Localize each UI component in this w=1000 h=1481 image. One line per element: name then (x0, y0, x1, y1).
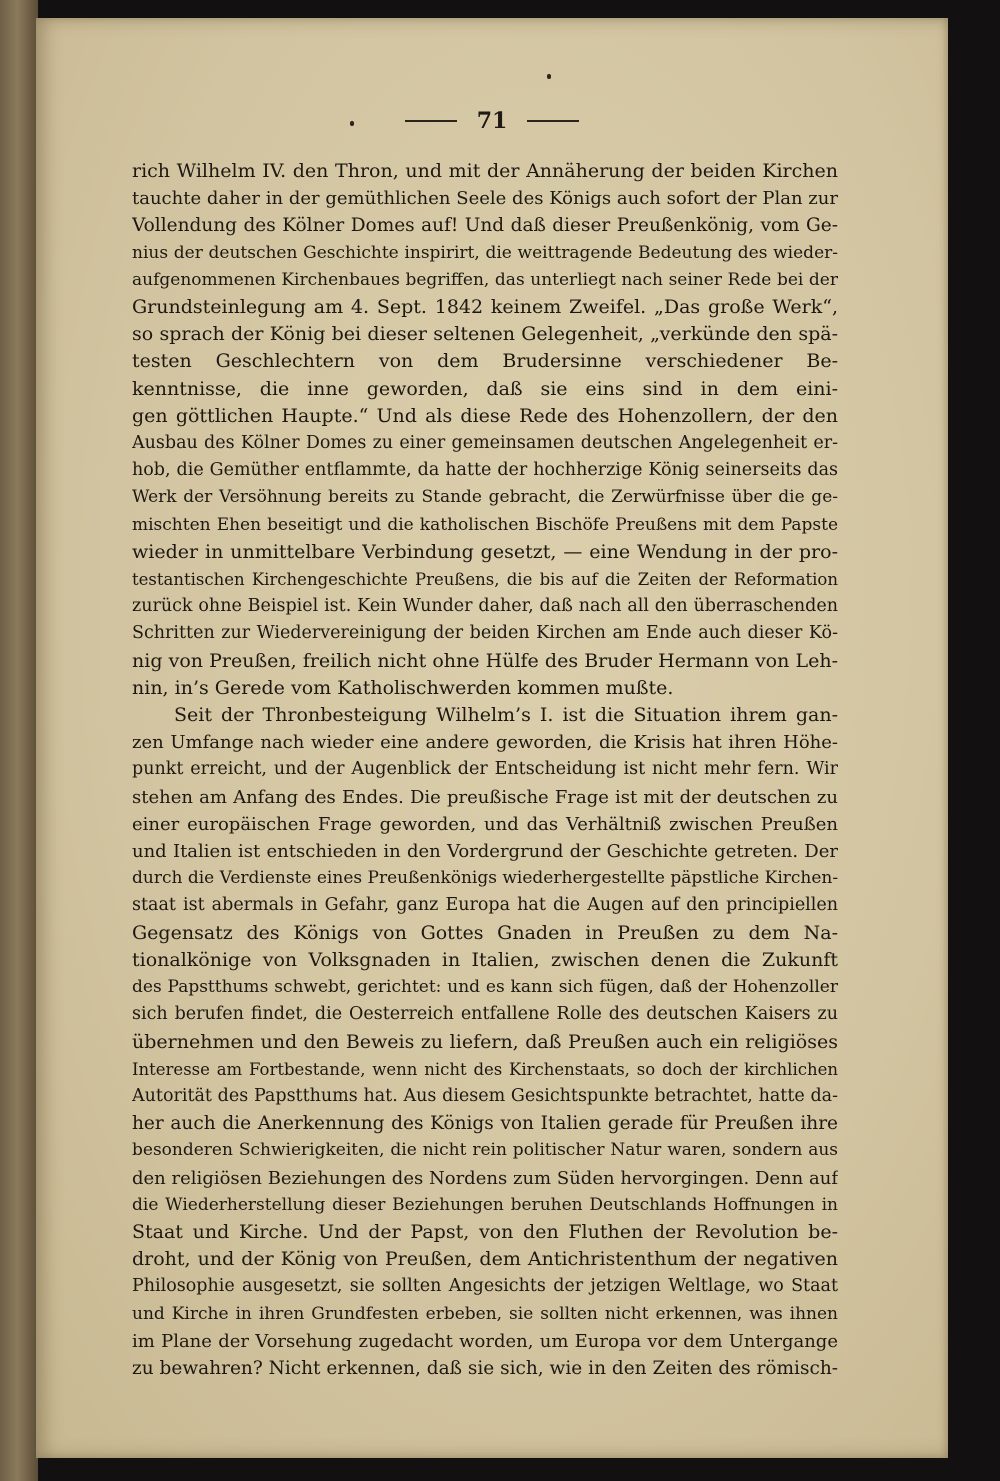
text-line: sich berufen findet, die Oesterreich entfallene Rolle des deutschen Kaisers zu (132, 1004, 838, 1025)
text-line: einer europäischen Frage geworden, und das Verhältniß zwischen Preußen (132, 813, 838, 835)
text-line: zurück ohne Beispiel ist. Kein Wunder daher, daß nach all den überraschenden (132, 596, 838, 617)
text-line: nius der deutschen Geschichte inspirirt, die weittragende Bedeutung des wieder- (132, 242, 838, 263)
text-line: und Italien ist entschieden in den Vordergrund der Geschichte getreten. Der (132, 841, 838, 863)
text-line: die Wiederherstellung dieser Beziehungen beruhen Deutschlands Hoffnungen in (132, 1194, 838, 1215)
text-line: her auch die Anerkennung des Königs von Italien gerade für Preußen ihre (132, 1113, 838, 1135)
text-line: Grundsteinlegung am 4. Sept. 1842 keinem Zweifel. „Das große Werk“, (132, 296, 838, 319)
text-line: Staat und Kirche. Und der Papst, von den Fluthen der Revolution be- (132, 1220, 838, 1243)
page-header (36, 108, 948, 134)
text-line: Ausbau des Kölner Domes zu einer gemeinsamen deutschen Angelegenheit er- (132, 433, 838, 454)
text-line: den religiösen Beziehungen des Nordens zum Süden hervorgingen. Denn auf (132, 1167, 838, 1189)
text-line: tionalkönige von Volksgnaden in Italien, zwischen denen die Zukunft (132, 948, 838, 971)
text-line: kenntnisse, die inne geworden, daß sie eins sind in dem eini- (132, 377, 838, 400)
text-line: Autorität des Papstthums hat. Aus diesem Gesichtspunkte betrachtet, hatte da- (132, 1085, 838, 1106)
text-line: im Plane der Vorsehung zugedacht worden, um Europa vor dem Untergange (132, 1330, 838, 1352)
text-line: Interesse am Fortbestande, wenn nicht des Kirchenstaats, so doch der kirchlichen (132, 1059, 838, 1079)
book-page (36, 18, 948, 1458)
text-line: Philosophie ausgesetzt, sie sollten Angesichts der jetzigen Weltlage, wo Staat (132, 1276, 838, 1297)
text-line: Vollendung des Kölner Domes auf! Und daß dieser Preußenkönig, vom Ge- (132, 215, 838, 237)
text-line: übernehmen und den Beweis zu liefern, daß Preußen auch ein religiöses (132, 1030, 838, 1053)
text-line: staat ist abermals in Gefahr, ganz Europa hat die Augen auf den principiellen (132, 895, 838, 916)
text-line: Seit der Thronbesteigung Wilhelm’s I. ist die Situation ihrem gan- (174, 704, 838, 727)
text-line: punkt erreicht, und der Augenblick der Entscheidung ist nicht mehr fern. Wir (132, 759, 838, 780)
page-number: 71 (476, 108, 508, 134)
book-gutter (0, 0, 38, 1481)
text-line: hob, die Gemüther entflammte, da hatte der hochherzige König seinerseits das (132, 460, 838, 481)
text-line: nin, in’s Gerede vom Katholischwerden kommen mußte. (132, 676, 674, 699)
text-line: nig von Preußen, freilich nicht ohne Hülfe des Bruder Hermann von Leh- (132, 649, 838, 672)
body-text (132, 158, 838, 1382)
text-line: mischten Ehen beseitigt und die katholischen Bischöfe Preußens mit dem Papste (132, 514, 838, 535)
text-line: Schritten zur Wiedervereinigung der beiden Kirchen am Ende auch dieser Kö- (132, 623, 838, 644)
text-line: und Kirche in ihren Grundfesten erbeben, sie sollten nicht erkennen, was ihnen (132, 1303, 838, 1324)
text-line: tauchte daher in der gemüthlichen Seele des Königs auch sofort der Plan zur (132, 188, 838, 210)
text-line: stehen am Anfang des Endes. Die preußische Frage ist mit der deutschen zu (132, 786, 838, 808)
text-line: testen Geschlechtern von dem Brudersinne verschiedener Be- (132, 350, 838, 373)
header-rule-right (527, 120, 579, 122)
text-line: droht, und der König von Preußen, dem Antichristenthum der negativen (132, 1248, 838, 1271)
text-line: des Papstthums schwebt, gerichtet: und es kann sich fügen, daß der Hohenzoller (132, 977, 838, 998)
ink-speck (547, 74, 551, 79)
header-rule-left (405, 120, 457, 122)
text-line: rich Wilhelm IV. den Thron, und mit der Annäherung der beiden Kirchen (132, 160, 838, 182)
text-line: zen Umfange nach wieder eine andere geworden, die Krisis hat ihren Höhe- (132, 732, 838, 754)
text-line: so sprach der König bei dieser seltenen Gelegenheit, „verkünde den spä- (132, 323, 838, 346)
text-line: gen göttlichen Haupte.“ Und als diese Rede des Hohenzollern, der den (132, 404, 838, 427)
text-line: zu bewahren? Nicht erkennen, daß sie sich, wie in den Zeiten des römisch- (132, 1357, 838, 1379)
text-line: wieder in unmittelbare Verbindung gesetzt, — eine Wendung in der pro- (132, 540, 838, 563)
text-line: besonderen Schwierigkeiten, die nicht rein politischer Natur waren, sondern aus (132, 1140, 838, 1161)
text-line: aufgenommenen Kirchenbaues begriffen, das unterliegt nach seiner Rede bei der (132, 269, 838, 290)
text-line: Werk der Versöhnung bereits zu Stande gebracht, die Zerwürfnisse über die ge- (132, 487, 838, 508)
text-line: testantischen Kirchengeschichte Preußens, die bis auf die Zeiten der Reformation (132, 570, 838, 590)
text-line: Gegensatz des Königs von Gottes Gnaden in Preußen zu dem Na- (132, 921, 838, 944)
text-line: durch die Verdienste eines Preußenkönigs wiederhergestellte päpstliche Kirchen- (132, 868, 838, 889)
